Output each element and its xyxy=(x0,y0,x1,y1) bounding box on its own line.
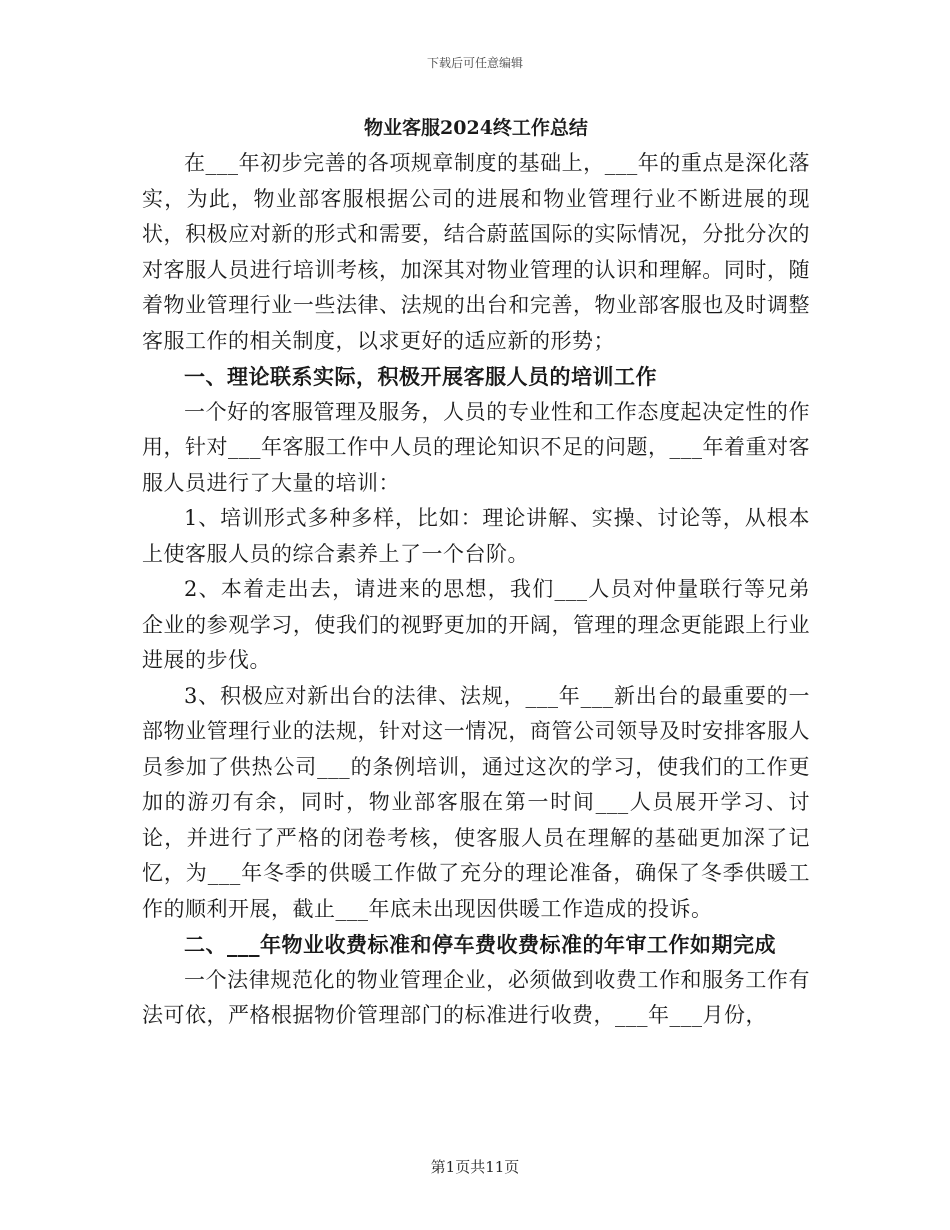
paragraph-item-1: 1、培训形式多种多样，比如：理论讲解、实操、讨论等，从根本上使客服人员的综合素养上了一个台阶。 xyxy=(142,506,810,566)
section-heading-2: 二、___年物业收费标准和停车费收费标准的年审工作如期完成 xyxy=(184,932,776,957)
page-header-note: 下载后可任意编辑 xyxy=(426,56,523,70)
paragraph-fees: 一个法律规范化的物业管理企业，必须做到收费工作和服务工作有法可依，严格根据物价管理部门的标准进行收费，___年___月份， xyxy=(142,967,810,1027)
section-heading-1: 一、理论联系实际，积极开展客服人员的培训工作 xyxy=(184,364,657,389)
page-footer-number: 第1页共11页 xyxy=(430,1158,520,1176)
document-body xyxy=(142,112,810,1034)
paragraph-item-2: 2、本着走出去，请进来的思想，我们___人员对仲量联行等兄弟企业的参观学习，使我们的视野更加的开阔，管理的理念更能跟上行业进展的步伐。 xyxy=(142,577,810,672)
paragraph-item-3: 3、积极应对新出台的法律、法规，___年___新出台的最重要的一部物业管理行业的法规，针对这一情况，商管公司领导及时安排客服人员参加了供热公司___的条例培训，通过这次的学习，使我们的工作更加的游刃有余，同时，物业部客服在第一时间___人员展开学习、讨论，并进行了严格的闭卷考核，使客服人员在理解的基础更加深了记忆，为___年冬季的供暖工作做了充分的理论准备，确保了冬季供暖工作的顺利开展，截止___年底未出现因供暖工作造成的投诉。 xyxy=(142,683,810,921)
paragraph-training-intro: 一个好的客服管理及服务，人员的专业性和工作态度起决定性的作用，针对___年客服工作中人员的理论知识不足的问题，___年着重对客服人员进行了大量的培训： xyxy=(142,399,810,495)
document-title: 物业客服2024终工作总结 xyxy=(364,117,588,139)
paragraph-intro: 在___年初步完善的各项规章制度的基础上，___年的重点是深化落实，为此，物业部客服根据公司的进展和物业管理行业不断进展的现状，积极应对新的形式和需要，结合蔚蓝国际的实际情况，分批分次的对客服人员进行培训考核，加深其对物业管理的认识和理解。同时，随着物业管理行业一些法律、法规的出台和完善，物业部客服也及时调整客服工作的相关制度，以求更好的适应新的形势； xyxy=(142,151,810,353)
